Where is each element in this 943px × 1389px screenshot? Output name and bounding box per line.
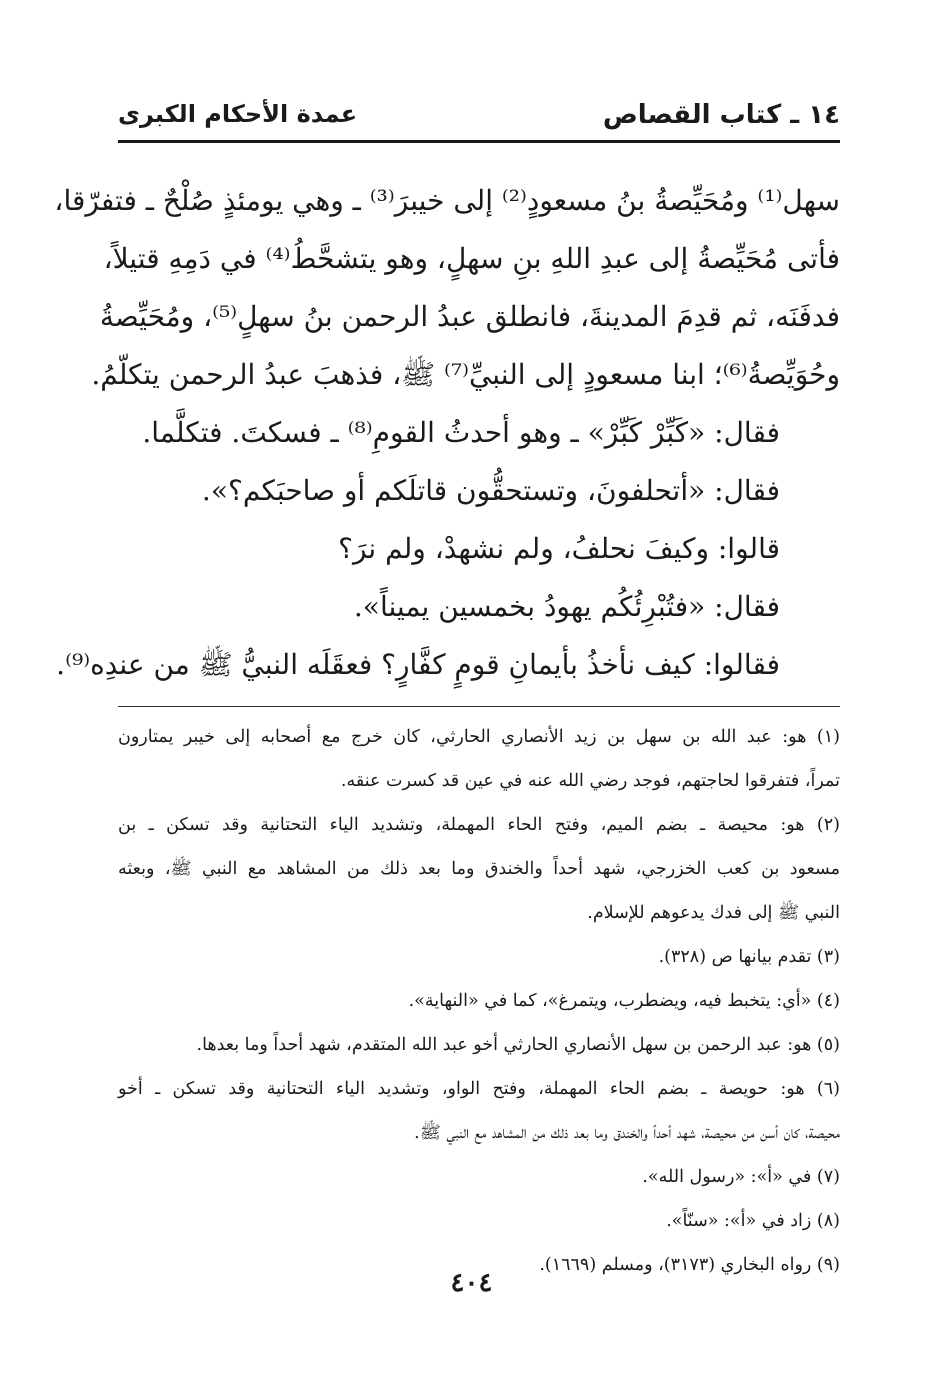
page-number: ٤٠٤ [450, 1268, 493, 1298]
chapter-title: ١٤ ـ كتاب القصاص [602, 100, 840, 130]
footnote-line: مسعود بن كعب الخزرجي، شهد أحداً والخندق وما بعد ذلك من المشاهد مع النبي ﷺ، وبعثه [118, 859, 840, 879]
book-title: عمدة الأحكام الكبرى [118, 100, 358, 128]
text-line: فقالوا: كيف نأخذُ بأيمانِ قومٍ كفَّارٍ؟ فعقَلَه النبيُّ ﷺ من عندِه⁽⁹⁾. [56, 648, 780, 681]
footnote-rule [118, 706, 840, 707]
text-line: سهل⁽¹⁾ ومُحَيِّصةُ بنُ مسعودٍ⁽²⁾ إلى خيبرَ⁽³⁾ ـ وهي يومئذٍ صُلْحٌ ـ فتفرّقا، [54, 184, 840, 217]
footnote-line: (٦) هو: حويصة ـ بضم الحاء المهملة، وفتح الواو، وتشديد الياء التحتانية وقد تسكن ـ أخو [118, 1079, 840, 1099]
footnote-line: (٩) رواه البخاري (٣١٧٣)، ومسلم (١٦٦٩). [539, 1255, 840, 1275]
footnote-line: (٥) هو: عبد الرحمن بن سهل الأنصاري الحارثي أخو عبد الله المتقدم، شهد أحداً وما بعدها. [196, 1035, 840, 1055]
footnote-line: (١) هو: عبد الله بن سهل بن زيد الأنصاري الحارثي، كان خرج مع أصحابه إلى خيبر يمتارون [118, 727, 840, 747]
header-rule [118, 140, 840, 143]
text-line: فدفَنَه، ثم قدِمَ المدينةَ، فانطلق عبدُ الرحمن بنُ سهلٍ⁽⁵⁾، ومُحَيِّصةُ [99, 300, 840, 333]
text-line: فقال: «أتحلفونَ، وتستحقُّون قاتلَكم أو صاحبَكم؟». [201, 474, 780, 507]
running-header [118, 100, 840, 138]
text-line: قالوا: وكيفَ نحلفُ، ولم نشهدْ، ولم نرَ؟ [338, 532, 780, 565]
footnote-line: محيصة، كان أسن من محيصة، شهد أحداً والخندق وما بعد ذلك من المشاهد مع النبي ﷺ. [414, 1123, 840, 1143]
text-line: فقال: «كَبِّرْ كَبِّرْ» ـ وهو أحدثُ القومِ⁽⁸⁾ ـ فسكتَ. فتكلَّما. [142, 416, 780, 449]
footnote-line: (٤) «أي: يتخبط فيه، ويضطرب، ويتمرغ»، كما في «النهاية». [408, 991, 840, 1011]
footnote-line: (٧) في «أ»: «رسول الله». [642, 1167, 840, 1187]
footnote-line: النبي ﷺ إلى فدك يدعوهم للإسلام. [587, 903, 840, 923]
footnote-line: تمراً، فتفرقوا لحاجتهم، فوجد رضي الله عنه في عين قد كسرت عنقه. [340, 771, 840, 791]
main-text [54, 172, 840, 694]
footnote-line: (٢) هو: محيصة ـ بضم الميم، وفتح الحاء المهملة، وتشديد الياء التحتانية وقد تسكن ـ بن [118, 815, 840, 835]
text-line: وحُوَيِّصةُ⁽⁶⁾؛ ابنا مسعودٍ إلى النبيِّ⁽⁷⁾ ﷺ، فذهبَ عبدُ الرحمن يتكلّمُ. [91, 358, 840, 391]
footnote-line: (٨) زاد في «أ»: «سنّاً». [666, 1211, 840, 1231]
footnote-line: (٣) تقدم بيانها ص (٣٢٨). [658, 947, 840, 967]
text-line: فأتى مُحَيِّصةُ إلى عبدِ اللهِ بنِ سهلٍ، وهو يتشحَّطُ⁽⁴⁾ في دَمِهِ قتيلاً، [103, 242, 840, 275]
footnotes [118, 715, 840, 1287]
text-line: فقال: «فتُبْرِئُكُم يهودُ بخمسين يميناً». [353, 590, 780, 623]
